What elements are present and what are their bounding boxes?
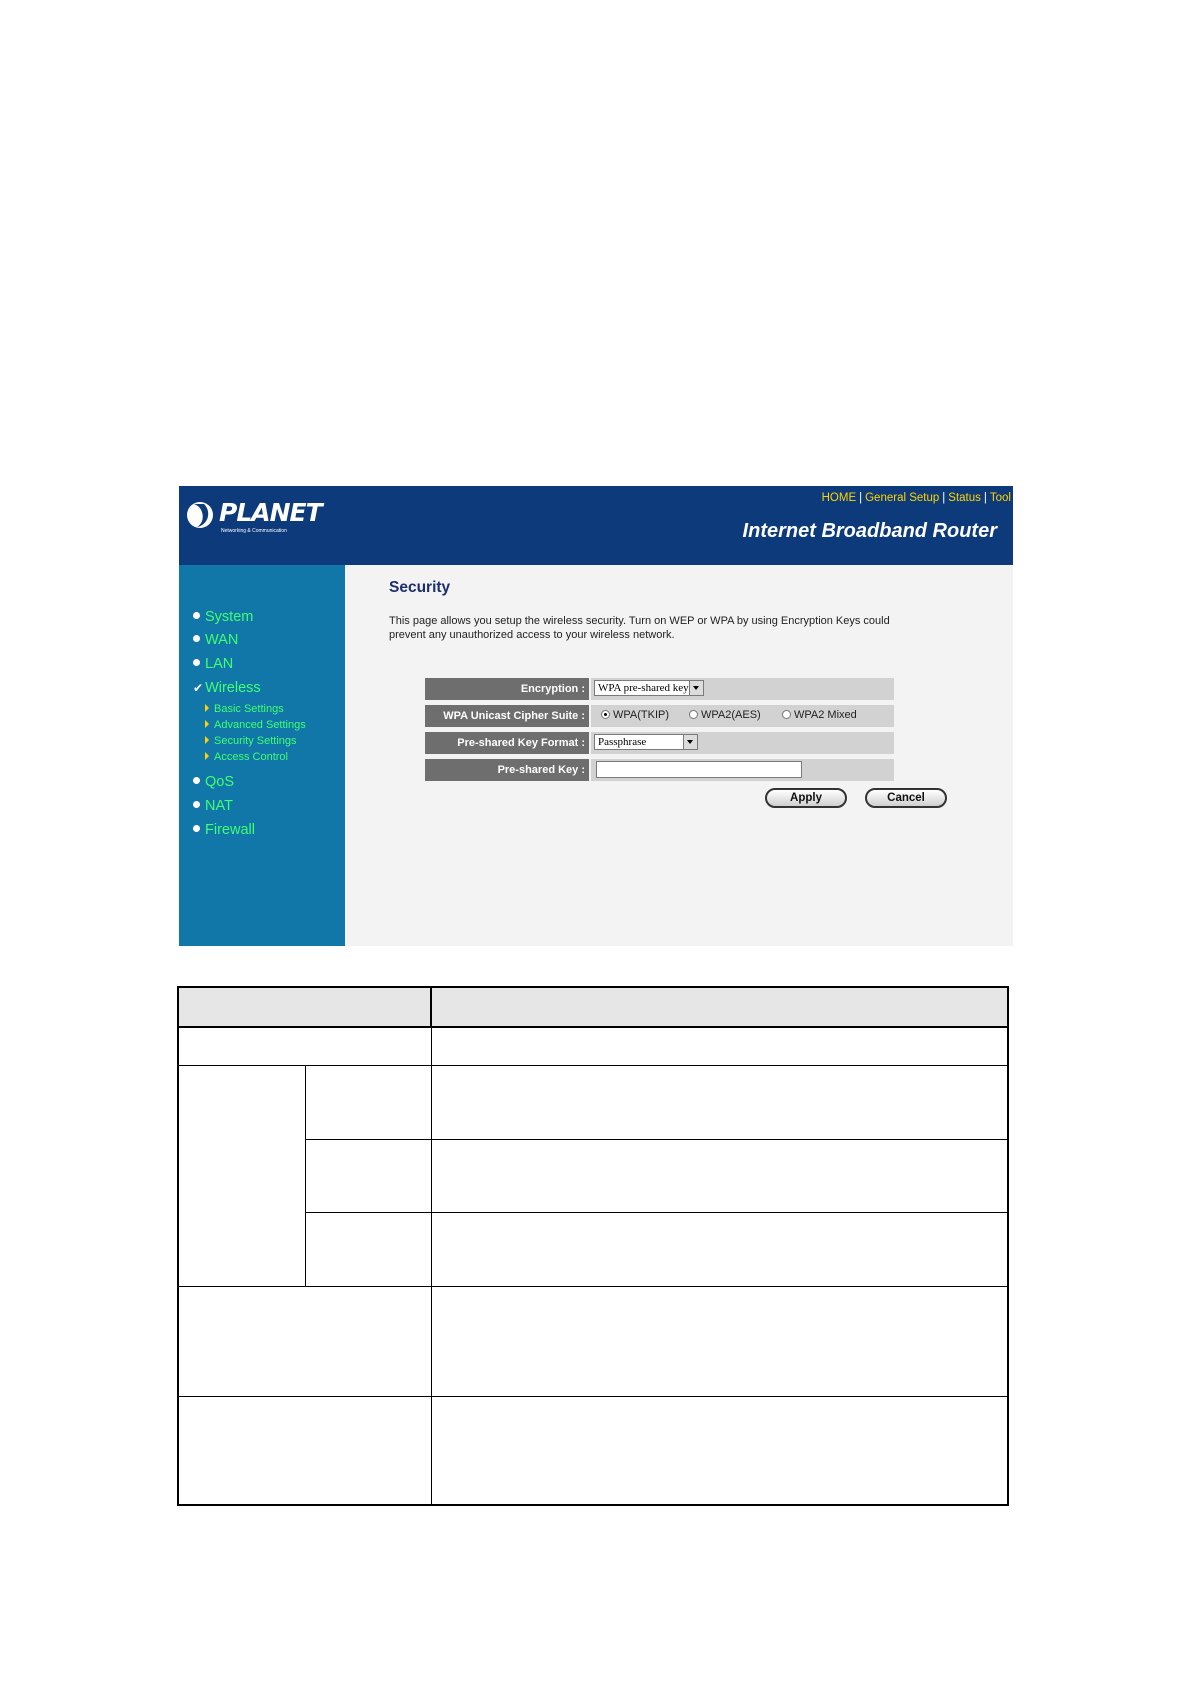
- bullet-icon: [193, 659, 200, 666]
- cancel-button[interactable]: Cancel: [865, 788, 947, 808]
- planet-globe-icon: [185, 500, 215, 530]
- sidebar-item-label: QoS: [205, 774, 235, 790]
- sidebar-item-system[interactable]: [193, 609, 253, 625]
- link-separator: |: [942, 492, 946, 504]
- select-value: WPA pre-shared key: [598, 682, 689, 694]
- arrow-right-icon: [205, 752, 209, 760]
- link-separator: |: [983, 492, 987, 504]
- key-cell: [591, 759, 894, 781]
- link-general-setup[interactable]: General Setup: [865, 492, 940, 504]
- router-screenshot: [179, 486, 1013, 946]
- table-rule: [431, 1026, 432, 1504]
- encryption-select[interactable]: [594, 680, 704, 696]
- encryption-label: [425, 678, 589, 700]
- sidebar-item-qos[interactable]: [193, 774, 234, 790]
- main-panel: [345, 565, 1013, 946]
- key-format-label: [425, 732, 589, 754]
- key-row: [425, 759, 894, 781]
- bullet-icon: [193, 825, 200, 832]
- table-rule: [179, 1026, 1007, 1028]
- page-description: This page allows you setup the wireless security. Turn on WEP or WPA by using Encryption Keys could prevent any unauthorized access to your wireless network.: [389, 615, 890, 641]
- planet-logo: [185, 498, 325, 538]
- sidebar-item-label: NAT: [205, 798, 233, 814]
- link-tool[interactable]: Tool: [989, 492, 1011, 504]
- sidebar-item-label: System: [205, 609, 254, 625]
- table-border: [177, 986, 1009, 1506]
- table-rule: [306, 1139, 1007, 1140]
- sidebar-item-label: Wireless: [205, 680, 261, 696]
- arrow-right-icon: [205, 720, 209, 728]
- sidebar-item-lan[interactable]: [193, 656, 233, 672]
- radio-label: WPA(TKIP): [613, 709, 670, 721]
- table-rule: [179, 1396, 1007, 1397]
- radio-selected-icon: [601, 710, 610, 719]
- page-title: Security: [389, 579, 451, 596]
- cipher-cell: [591, 705, 894, 727]
- submenu-security-settings[interactable]: [205, 735, 297, 747]
- bullet-icon: [193, 635, 200, 642]
- table-header-cell: [432, 988, 1007, 1026]
- sidebar-item-wan[interactable]: [193, 632, 238, 648]
- bullet-icon: [193, 612, 200, 619]
- radio-wpa2-aes[interactable]: [689, 709, 761, 721]
- encryption-cell: [591, 678, 894, 700]
- link-separator: |: [859, 492, 863, 504]
- submenu-label: Advanced Settings: [214, 719, 306, 731]
- chevron-down-icon: [683, 735, 697, 749]
- submenu-label: Access Control: [214, 751, 288, 763]
- label-text: WPA Unicast Cipher Suite :: [443, 710, 585, 722]
- sidebar-item-nat[interactable]: [193, 798, 233, 814]
- key-format-cell: [591, 732, 894, 754]
- checkmark-icon: ✔: [193, 681, 204, 695]
- sidebar-item-label: Firewall: [205, 822, 255, 838]
- radio-wpa2-mixed[interactable]: [782, 709, 857, 721]
- sidebar-item-firewall[interactable]: [193, 822, 255, 838]
- submenu-label: Security Settings: [214, 735, 297, 747]
- chevron-down-icon: [689, 681, 703, 695]
- product-title: Internet Broadband Router: [742, 520, 997, 542]
- submenu-advanced-settings[interactable]: [205, 719, 306, 731]
- submenu-label: Basic Settings: [214, 703, 284, 715]
- radio-label: WPA2 Mixed: [794, 709, 857, 721]
- radio-wpa-tkip[interactable]: [601, 709, 669, 721]
- apply-button[interactable]: Apply: [765, 788, 847, 808]
- key-label: [425, 759, 589, 781]
- label-text: Pre-shared Key Format :: [457, 737, 585, 749]
- arrow-right-icon: [205, 704, 209, 712]
- arrow-right-icon: [205, 736, 209, 744]
- link-status[interactable]: Status: [948, 492, 981, 504]
- sidebar-item-label: WAN: [205, 632, 239, 648]
- sidebar-item-wireless[interactable]: [193, 680, 261, 696]
- radio-empty-icon: [689, 710, 698, 719]
- cipher-row: [425, 705, 894, 727]
- cipher-label: [425, 705, 589, 727]
- table-header-cell: [179, 988, 432, 1026]
- submenu-basic-settings[interactable]: [205, 703, 284, 715]
- table-rule: [179, 1286, 1007, 1287]
- top-links: [822, 492, 1011, 504]
- key-format-select[interactable]: [594, 734, 698, 750]
- bullet-icon: [193, 801, 200, 808]
- logo-tagline: Networking & Communication: [221, 528, 287, 534]
- select-value: Passphrase: [598, 736, 647, 748]
- radio-empty-icon: [782, 710, 791, 719]
- pre-shared-key-input[interactable]: [596, 761, 802, 778]
- encryption-row: [425, 678, 894, 700]
- radio-label: WPA2(AES): [701, 709, 761, 721]
- bullet-icon: [193, 777, 200, 784]
- sidebar: [179, 565, 345, 946]
- link-home[interactable]: HOME: [821, 492, 857, 504]
- table-rule: [305, 1066, 306, 1286]
- header-bar: [179, 486, 1013, 565]
- label-text: Pre-shared Key :: [497, 764, 585, 776]
- table-rule: [306, 1212, 1007, 1213]
- submenu-access-control[interactable]: [205, 751, 288, 763]
- label-text: Encryption :: [520, 683, 585, 695]
- sidebar-item-label: LAN: [205, 656, 234, 672]
- logo-text: PLANET: [219, 498, 322, 527]
- key-format-row: [425, 732, 894, 754]
- parameter-table: [177, 986, 1009, 1506]
- table-rule: [179, 1065, 1007, 1066]
